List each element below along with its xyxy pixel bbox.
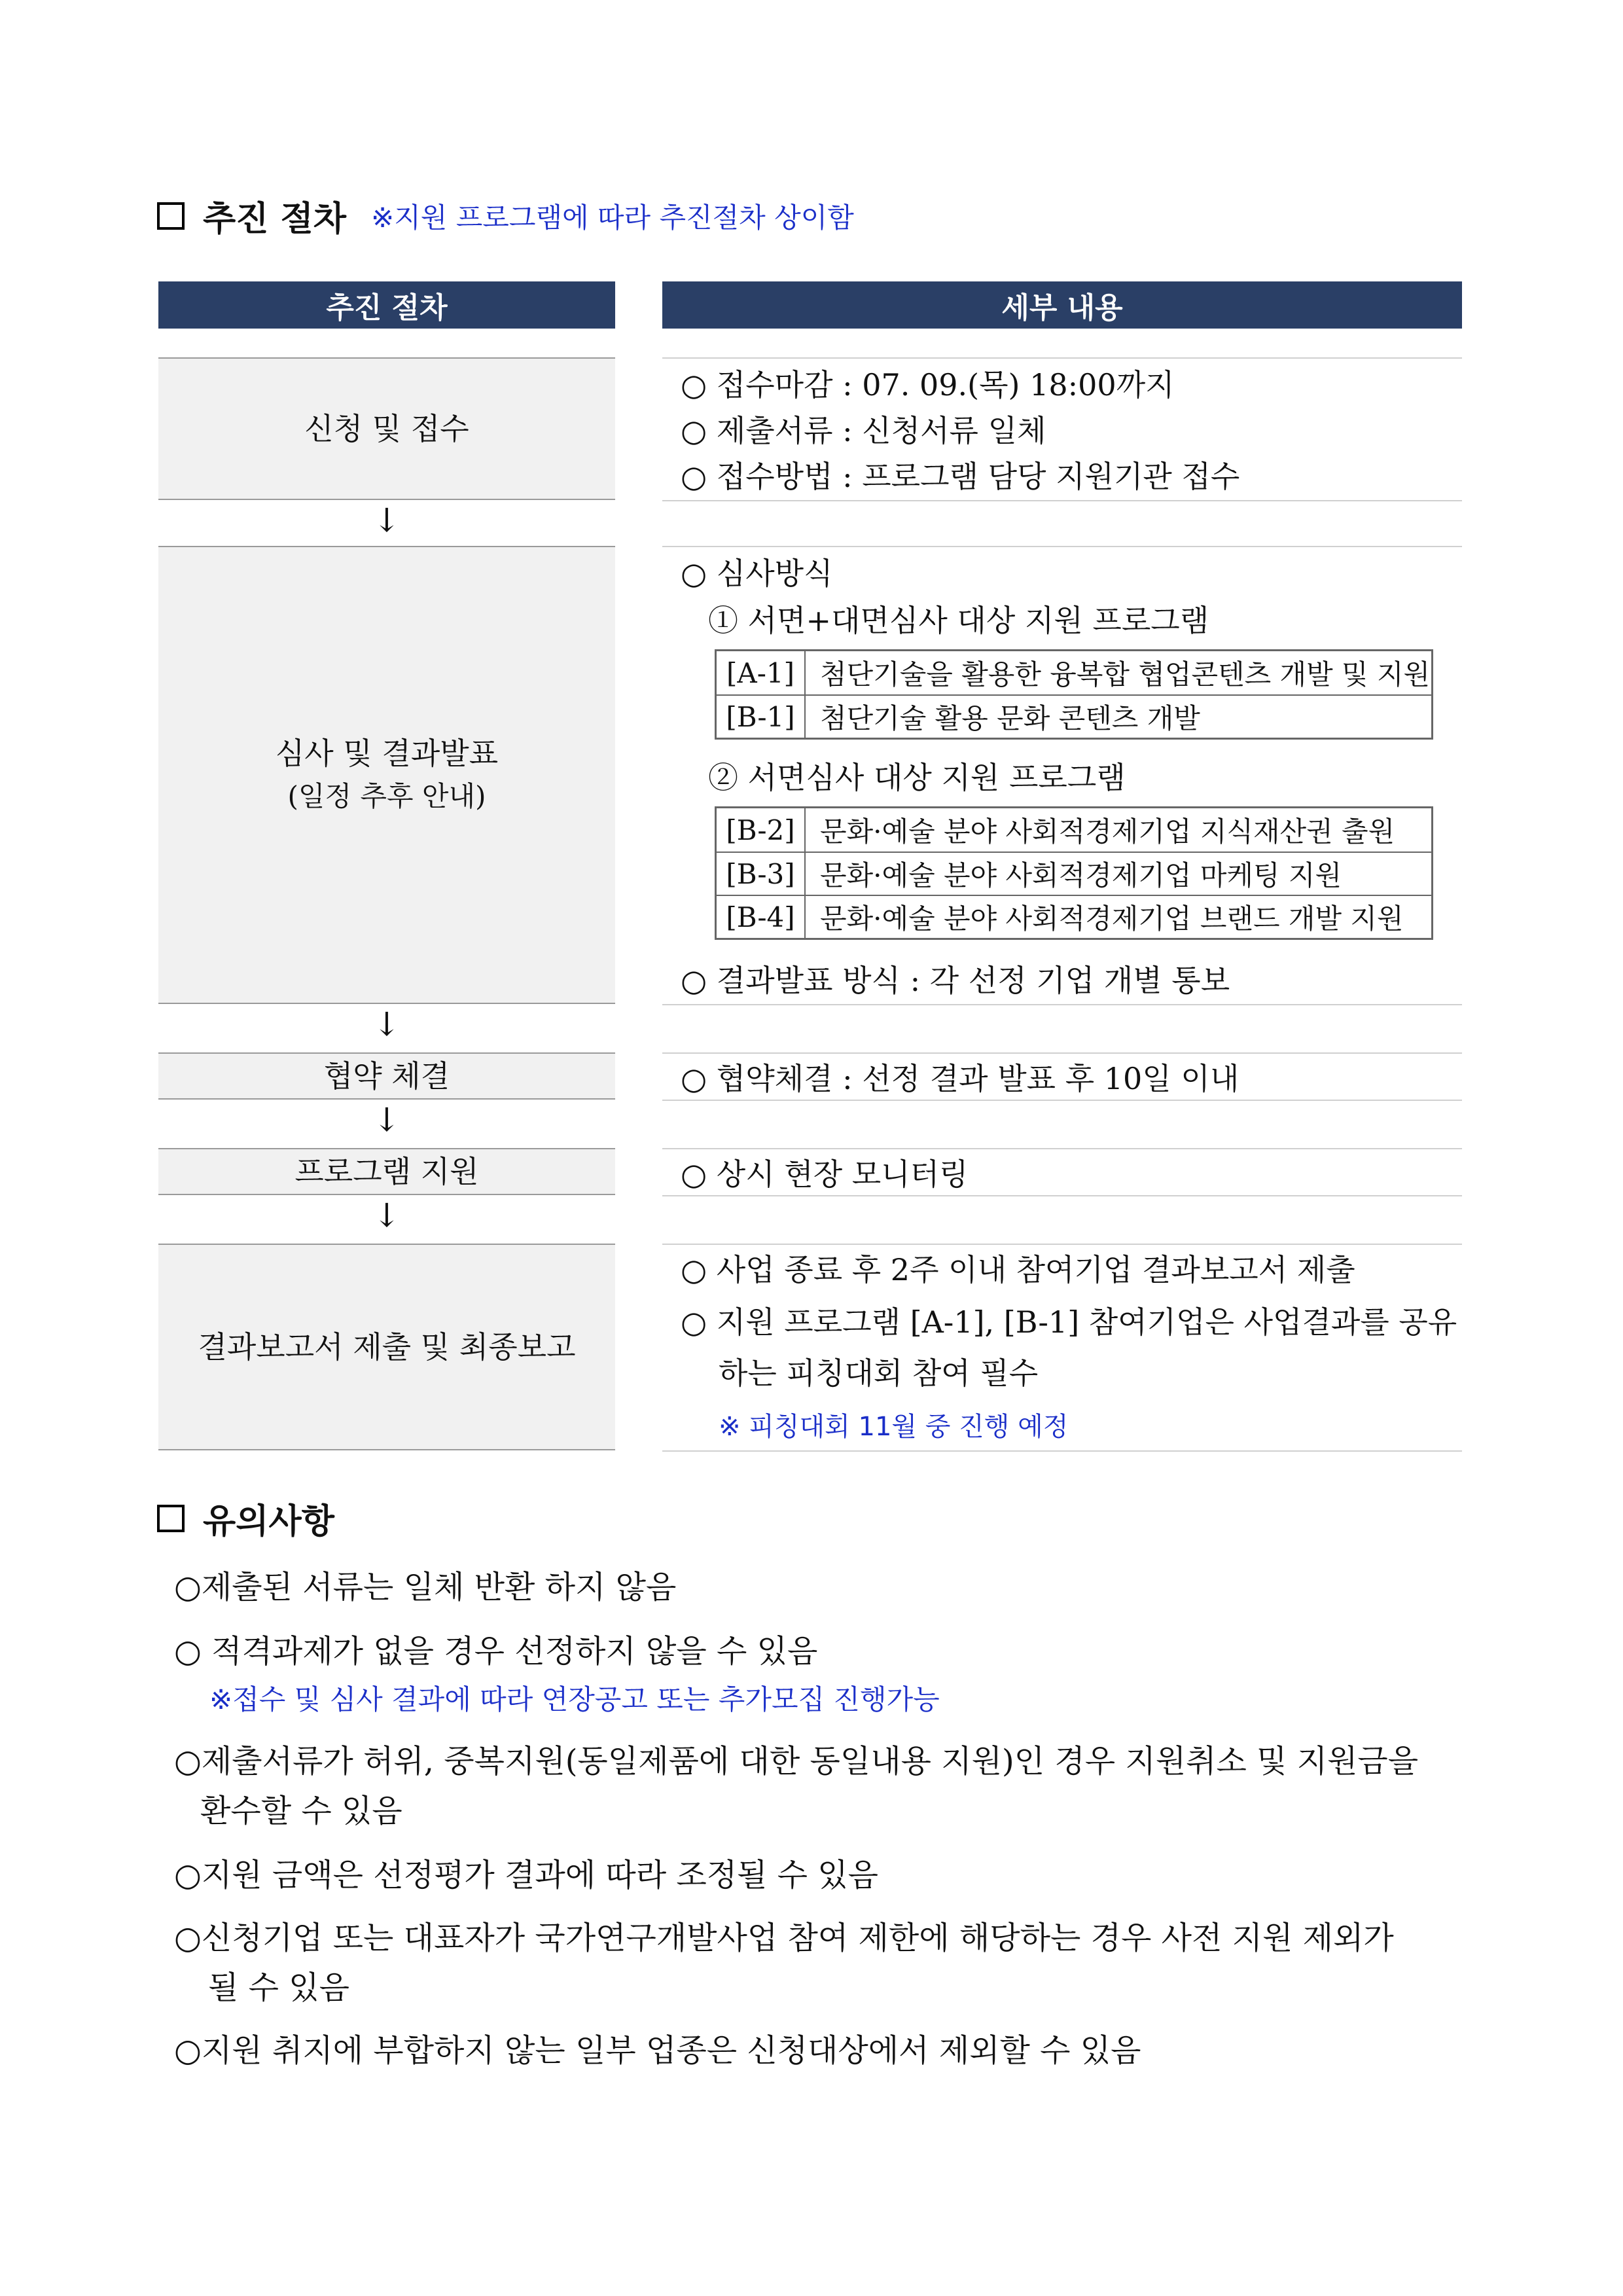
note-item-sub: ※접수 및 심사 결과에 따라 연장공고 또는 추가모집 진행가능: [209, 1683, 940, 1715]
down-arrow-icon: ↓: [373, 1101, 401, 1139]
divider: [662, 1450, 1462, 1452]
divider: [662, 1195, 1462, 1196]
program-code: [B-1]: [717, 696, 806, 738]
divider: [662, 1100, 1462, 1101]
detail-line: ○ 상시 현장 모니터링: [681, 1157, 969, 1192]
divider: [662, 546, 1462, 547]
step-name: 협약 체결: [323, 1058, 450, 1094]
step-name: 신청 및 접수: [304, 411, 469, 446]
step-name: 프로그램 지원: [294, 1154, 479, 1189]
down-arrow-icon: ↓: [373, 1005, 401, 1043]
program-code: [B-3]: [717, 853, 806, 895]
header-details: 세부 내용: [662, 281, 1462, 329]
detail-line: ○ 협약체결 : 선정 결과 발표 후 10일 이내: [681, 1061, 1240, 1096]
section-title-text: 추진 절차: [203, 199, 347, 239]
program-table-2: [715, 806, 1433, 940]
note-item-cont: 될 수 있음: [208, 1969, 349, 2006]
detail-line: ○ 사업 종료 후 2주 이내 참여기업 결과보고서 제출: [681, 1252, 1355, 1287]
step-name: 심사 및 결과발표: [275, 736, 499, 771]
program-code: [B-2]: [717, 808, 806, 852]
note-item: ○신청기업 또는 대표자가 국가연구개발사업 참여 제한에 해당하는 경우 사전 지원 제외가: [174, 1920, 1394, 1956]
down-arrow-icon: ↓: [373, 501, 401, 539]
program-desc: 문화·예술 분야 사회적경제기업 지식재산권 출원: [820, 816, 1395, 848]
section-note: ※지원 프로그램에 따라 추진절차 상이함: [371, 201, 854, 234]
detail-line: ○ 제출서류 : 신청서류 일체: [681, 413, 1046, 448]
program-desc: 문화·예술 분야 사회적경제기업 브랜드 개발 지원: [820, 903, 1404, 935]
program-group-title: ② 서면심사 대상 지원 프로그램: [708, 760, 1126, 795]
program-group-title: ① 서면+대면심사 대상 지원 프로그램: [708, 603, 1209, 638]
checkbox-square-icon: [157, 1505, 185, 1532]
program-desc: 첨단기술 활용 문화 콘텐츠 개발: [820, 702, 1200, 734]
checkbox-square-icon: [157, 202, 185, 230]
program-row: [717, 895, 1431, 938]
detail-line: ○ 결과발표 방식 : 각 선정 기업 개별 통보: [681, 963, 1230, 998]
program-table-1: [715, 649, 1433, 740]
detail-line: ○ 접수방법 : 프로그램 담당 지원기관 접수: [681, 459, 1240, 494]
step-box-support: [158, 1148, 615, 1195]
divider: [662, 357, 1462, 359]
down-arrow-icon: ↓: [373, 1196, 401, 1234]
divider: [662, 1148, 1462, 1149]
section-title-notes: [157, 1494, 334, 1543]
note-item: ○제출된 서류는 일체 반환 하지 않음: [174, 1569, 677, 1605]
pitching-note: ※ 피칭대회 11월 중 진행 예정: [719, 1412, 1069, 1442]
section-title-procedure: [157, 191, 854, 240]
note-item: ○지원 금액은 선정평가 결과에 따라 조정될 수 있음: [174, 1857, 879, 1893]
step-box-agreement: [158, 1052, 615, 1100]
detail-line: ○ 지원 프로그램 [A-1], [B-1] 참여기업은 사업결과를 공유: [681, 1304, 1457, 1340]
note-item-cont: 환수할 수 있음: [200, 1793, 402, 1829]
divider: [662, 1004, 1462, 1005]
program-code: [A-1]: [717, 651, 806, 694]
program-desc: 첨단기술을 활용한 융복합 협업콘텐츠 개발 및 지원: [820, 658, 1431, 691]
step-box-review: [158, 546, 615, 1004]
step-name: 결과보고서 제출 및 최종보고: [198, 1329, 576, 1365]
divider: [662, 1052, 1462, 1054]
divider: [662, 500, 1462, 501]
program-code: [B-4]: [717, 896, 806, 938]
program-row: [717, 694, 1431, 738]
section-title-text: 유의사항: [203, 1501, 334, 1541]
step-box-final-report: [158, 1244, 615, 1450]
header-procedure: 추진 절차: [158, 281, 615, 329]
note-item: ○제출서류가 허위, 중복지원(동일제품에 대한 동일내용 지원)인 경우 지원취소 및 지원금을: [174, 1743, 1419, 1780]
program-row: [717, 808, 1431, 852]
detail-line: 하는 피칭대회 참여 필수: [719, 1355, 1039, 1391]
note-item: ○ 적격과제가 없을 경우 선정하지 않을 수 있음: [174, 1633, 818, 1670]
detail-line: ○ 심사방식: [681, 556, 833, 591]
step-box-application: [158, 357, 615, 500]
detail-line: ○ 접수마감 : 07. 09.(목) 18:00까지: [681, 367, 1175, 403]
note-item: ○지원 취지에 부합하지 않는 일부 업종은 신청대상에서 제외할 수 있음: [174, 2032, 1141, 2069]
program-desc: 문화·예술 분야 사회적경제기업 마케팅 지원: [820, 859, 1342, 891]
step-subtitle: (일정 추후 안내): [287, 780, 486, 812]
program-row: [717, 651, 1431, 694]
program-row: [717, 852, 1431, 895]
divider: [662, 1244, 1462, 1245]
